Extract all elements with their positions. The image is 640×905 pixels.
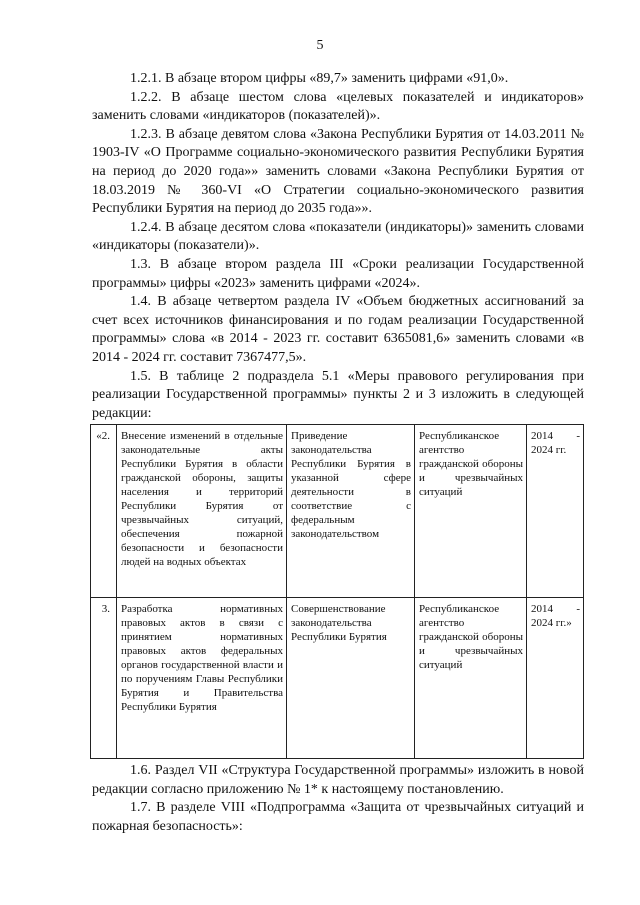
paragraph: 1.2.1. В абзаце втором цифры «89,7» заменить цифрами «91,0». (130, 71, 509, 86)
executor-cell: Республиканское агентство гражданской обороны и чрезвычайных ситуаций (415, 598, 527, 759)
page-number: 5 (316, 38, 324, 53)
paragraph: 1.5. В таблице 2 подраздела 5.1 «Меры правового регулирования при реализации Государственной программы» пункты 2 и 3 изложить в следующей редакции: (92, 368, 584, 421)
paragraph: 1.3. В абзаце втором раздела III «Сроки реализации Государственной программы» цифры «2023» заменить цифрами «2024». (92, 256, 584, 291)
table-row (91, 598, 584, 759)
row-number-cell: 3. (91, 598, 117, 759)
legal-measures-table (90, 424, 584, 759)
paragraph: 1.6. Раздел VII «Структура Государственной программы» изложить в новой редакции согласно приложению № 1* к настоящему постановлению. (92, 763, 584, 797)
expected-result-cell: Совершенствование законодательства Республики Бурятия (287, 598, 415, 759)
paragraph: 1.2.3. В абзаце девятом слова «Закона Республики Бурятия от 14.03.2011 № 1903-IV «О Программе социально-экономического развития Республики Бурятия на период до 2020 года»» заменить словами «Закона Республики Бурятия от 18.03.2019 № 360-VI «О Стратегии социально-экономического развития Республики Бурятия на период до 2035 года»». (92, 126, 584, 217)
paragraph: 1.4. В абзаце четвертом раздела IV «Объем бюджетных ассигнований за счет всех источников финансирования и по годам реализации Государственной программы» слова «в 2014 - 2023 гг. составит 6365081,6» заменить словами «в 2014 - 2024 гг. составит 7367477,5». (92, 294, 584, 365)
executor-cell: Республиканское агентство гражданской обороны и чрезвычайных ситуаций (415, 425, 527, 598)
measure-name-cell: Разработка нормативных правовых актов в связи с принятием нормативных правовых актов федеральных органов государственной власти и по поручениям Главы Республики Бурятия и Правительства Республики Бурятия (117, 598, 287, 759)
paragraph: 1.2.2. В абзаце шестом слова «целевых показателей и индикаторов» заменить словами «индикаторов (показателей)». (92, 89, 584, 124)
expected-result-cell: Приведение законодательства Республики Бурятия в указанной сфере деятельности в соответствие с федеральным законодательством (287, 425, 415, 598)
amendment-text-top (92, 70, 584, 423)
paragraph: 1.7. В разделе VIII «Подпрограмма «Защита от чрезвычайных ситуаций и пожарная безопасность»: (92, 800, 584, 834)
term-cell: 2014 - 2024 гг.» (527, 598, 584, 759)
term-cell: 2014 - 2024 гг. (527, 425, 584, 598)
row-number-cell: «2. (91, 425, 117, 598)
amendment-text-bottom (92, 762, 584, 836)
measure-name-cell: Внесение изменений в отдельные законодательные акты Республики Бурятия в области гражданской обороны, защиты населения и территорий Республики Бурятия от чрезвычайных ситуаций, обеспечения пожарной безопасности и безопасности людей на водных объектах (117, 425, 287, 598)
paragraph: 1.2.4. В абзаце десятом слова «показатели (индикаторы)» заменить словами «индикаторы (показатели)». (92, 219, 584, 254)
table-row (91, 425, 584, 598)
